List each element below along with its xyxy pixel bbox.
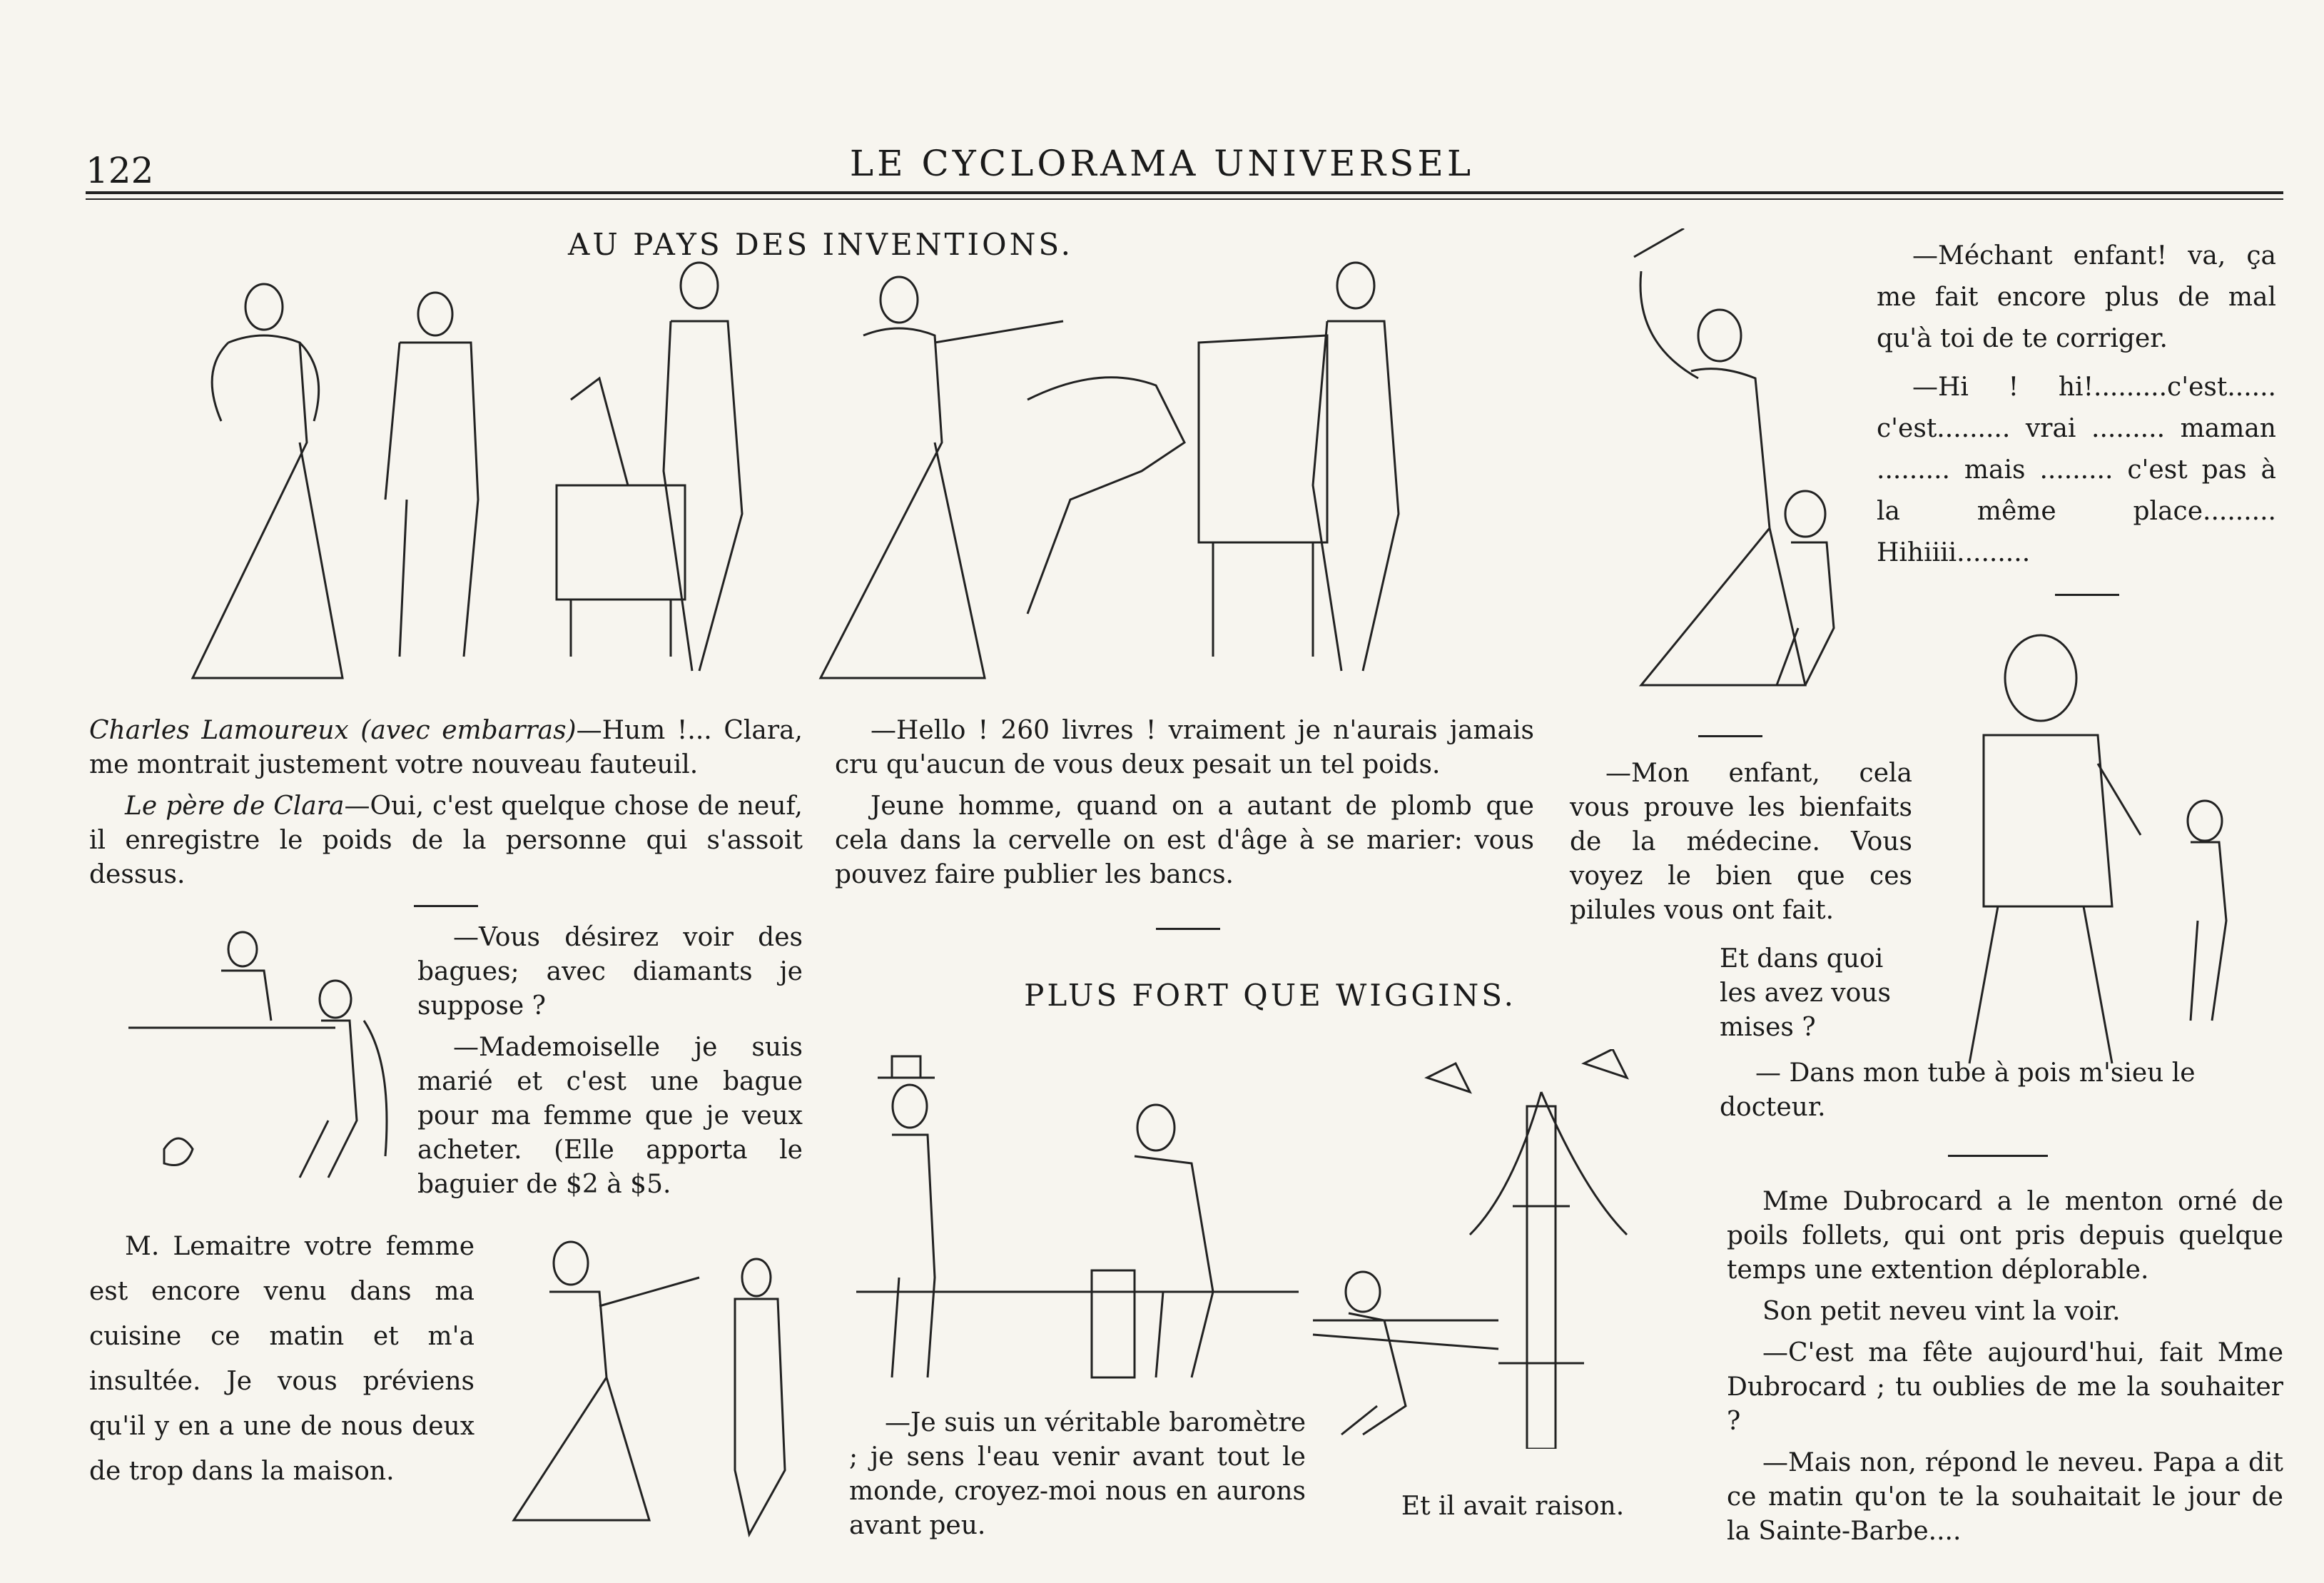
dubrocard-line-3: —C'est ma fête aujourd'hui, fait Mme Dubrocard ; tu oublies de me la souhaiter ? [1727,1338,2283,1436]
lemaitre-line: M. Lemaitre votre femme est encore venu dans ma cuisine ce matin et m'a insultée. Je vous préviens qu'il y en a une de nous deux de trop dans la maison. [89,1232,475,1486]
dubrocard-line-2: Son petit neveu vint la voir. [1762,1297,2121,1326]
illustration-doctor-child [1927,621,2241,1078]
dubrocard-text [1727,1185,2283,1556]
section-title-wiggins: PLUS FORT QUE WIGGINS. [1024,978,1516,1013]
bienfaits-line: —Mon enfant, cela vous prouve les bienfaits de la médecine. Vous voyez le bien que ces pilules vous ont fait. [1570,759,1912,925]
mother-child-sketch [1591,228,1877,699]
kitchen-quarrel-sketch [485,1235,799,1542]
speaker-pere-clara: Le père de Clara [125,792,345,821]
medecine-dialogue-3 [1720,1056,2233,1132]
enfant-dialogue [1877,236,2276,581]
separator [414,905,478,907]
wiggins-dialogue [849,1406,1306,1550]
scale-chair-sketch [813,257,1413,685]
hello-line: —Hello ! 260 livres ! vraiment je n'aurais jamais cru qu'aucun de vous deux pesait un tel poids. [835,716,1534,779]
dubrocard-line-1: Mme Dubrocard a le menton orné de poils follets, qui ont pris depuis quelque temps une extention déplorable. [1727,1187,2283,1285]
charles-line: —Hum !... Clara, me montrait justement votre nouveau fauteuil. [89,716,803,779]
drawing-room-sketch [171,257,785,685]
illustration-scale-chair [813,257,1413,685]
pere-clara-line: —Oui, c'est quelque chose de neuf, il enregistre le poids de la personne qui s'assoit dessus. [89,792,803,889]
tube-a-pois-line: — Dans mon tube à pois m'sieu le docteur. [1720,1058,2196,1122]
speaker-charles: Charles Lamoureux (avec embarras) [89,716,577,745]
barometre-line: —Je suis un véritable baromètre ; je sens l'eau venir avant tout le monde, croyez-moi nous en aurons avant peu. [849,1408,1306,1540]
medecine-dialogue-2 [1720,942,1912,1052]
bagues-line-1: —Vous désirez voir des bagues; avec diamants je suppose ? [417,923,803,1021]
dans-quoi-line: Et dans quoi les avez vous mises ? [1720,944,1891,1042]
jeweler-sketch [121,921,407,1185]
header-rule-thin [86,198,2283,200]
hi-hi-line: —Hi ! hi!.........c'est...... c'est......... vrai ......... maman ......... mais ......... c'est pas à la même place......... Hihiiii......... [1877,373,2276,567]
wiggins-caption: Et il avait raison. [1401,1492,1625,1521]
barometer-man-sketch [856,1049,1299,1392]
header-rule [86,191,2283,194]
doctor-child-sketch [1927,621,2241,1078]
illustration-jeweler [121,921,407,1185]
lemaitre-text [89,1224,475,1501]
page-number: 122 [86,150,154,191]
inventions-dialogue-1 [89,714,803,899]
bagues-line-2: —Mademoiselle je suis marié et c'est une bague pour ma femme que je veux acheter. (Elle apporta le baguier de $2 à $5. [417,1033,803,1199]
bagues-dialogue [417,921,803,1209]
inventions-dialogue-2 [835,714,1534,899]
medecine-dialogue-1 [1570,757,1912,935]
illustration-kitchen-quarrel [485,1235,799,1542]
mechant-enfant-line: —Méchant enfant! va, ça me fait encore plus de mal qu'à toi de te corriger. [1877,241,2276,353]
jeune-homme-line: Jeune homme, quand on a autant de plomb que cela dans la cervelle on est d'âge à se marier: vous pouvez faire publier les bancs. [835,792,1534,889]
separator [2055,594,2119,596]
section-title-inventions: AU PAYS DES INVENTIONS. [568,227,1073,262]
illustration-hydrant-splash [1299,1049,1670,1449]
journal-title: LE CYCLORAMA UNIVERSEL [849,143,1475,184]
illustration-mother-child [1591,228,1877,699]
hydrant-splash-sketch [1299,1049,1670,1449]
separator [1698,735,1762,737]
dubrocard-line-4: —Mais non, répond le neveu. Papa a dit ce matin qu'on te la souhaitait le jour de la Sainte-Barbe.... [1727,1448,2283,1546]
separator [1156,928,1220,930]
separator [1948,1155,2048,1157]
illustration-barometer-man [856,1049,1299,1392]
illustration-drawing-room [171,257,785,685]
